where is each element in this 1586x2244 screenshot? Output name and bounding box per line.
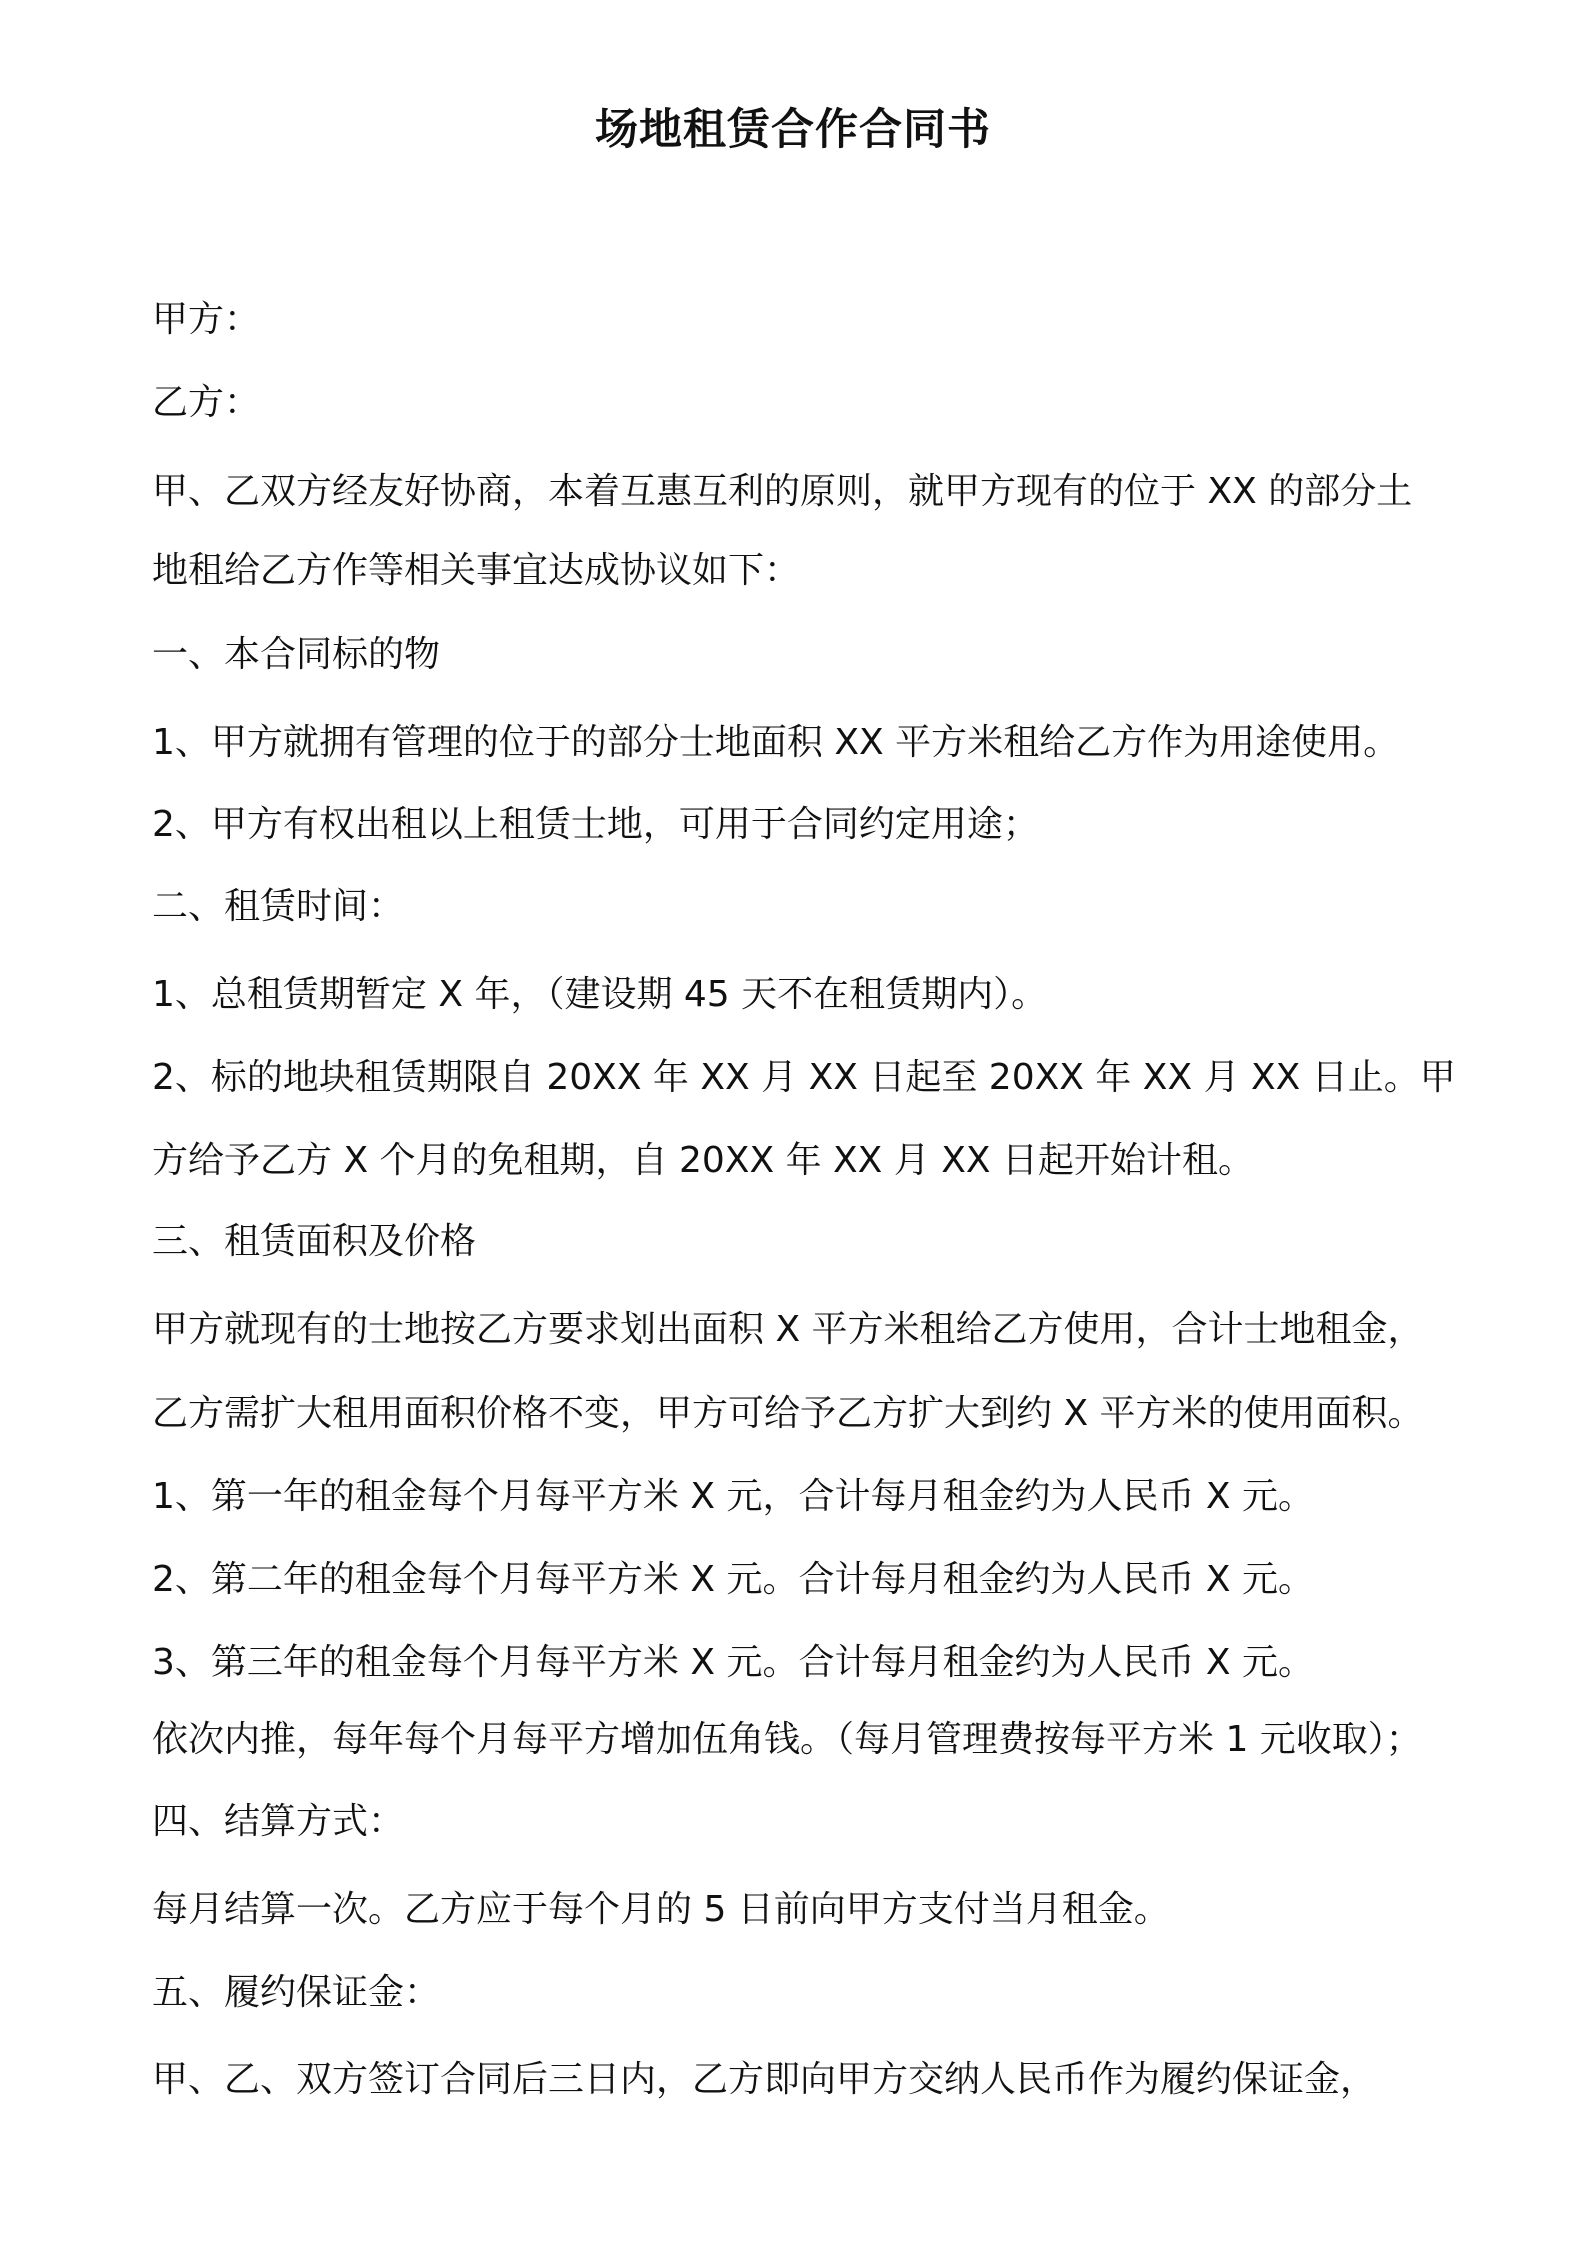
clause-2-2-line-1: 2、标的地块租赁期限自 20XX 年 XX 月 XX 日起至 20XX 年 XX 月 XX 日止。甲 <box>152 1057 1456 1098</box>
clause-3-1: 1、第一年的租金每个月每平方米 X 元，合计每月租金约为人民币 X 元。 <box>152 1476 1315 1517</box>
clause-2-2-line-2: 方给予乙方 X 个月的免租期，自 20XX 年 XX 月 XX 日起开始计租。 <box>152 1140 1254 1181</box>
clause-1-2: 2、甲方有权出租以上租赁士地，可用于合同约定用途； <box>152 804 1039 845</box>
document-title: 场地租赁合作合同书 <box>595 105 991 155</box>
preamble-line-1: 甲、乙双方经友好协商，本着互惠互利的原则，就甲方现有的位于 XX 的部分土 <box>152 471 1413 512</box>
section-heading-3: 三、租赁面积及价格 <box>152 1221 477 1262</box>
section-heading-1: 一、本合同标的物 <box>152 634 441 675</box>
rent-increase-line: 依次内推，每年每个月每平方增加伍角钱。（每月管理费按每平方米 1 元收取）； <box>152 1719 1422 1760</box>
area-price-line-2: 乙方需扩大租用面积价格不变，甲方可给予乙方扩大到约 X 平方米的使用面积。 <box>152 1393 1424 1434</box>
party-a-line: 甲方： <box>152 299 261 340</box>
section-heading-4: 四、结算方式： <box>152 1801 405 1842</box>
preamble-line-2: 地租给乙方作等相关事宜达成协议如下： <box>152 550 801 591</box>
settlement-line: 每月结算一次。乙方应于每个月的 5 日前向甲方支付当月租金。 <box>152 1889 1170 1930</box>
section-heading-2: 二、租赁时间： <box>152 886 405 927</box>
clause-3-3: 3、第三年的租金每个月每平方米 X 元。合计每月租金约为人民币 X 元。 <box>152 1642 1315 1683</box>
section-heading-5: 五、履约保证金： <box>152 1972 441 2013</box>
party-b-line: 乙方： <box>152 382 261 423</box>
clause-3-2: 2、第二年的租金每个月每平方米 X 元。合计每月租金约为人民币 X 元。 <box>152 1559 1315 1600</box>
clause-1-1: 1、甲方就拥有管理的位于的部分士地面积 XX 平方米租给乙方作为用途使用。 <box>152 722 1400 763</box>
area-price-line-1: 甲方就现有的士地按乙方要求划出面积 X 平方米租给乙方使用，合计士地租金， <box>152 1309 1424 1350</box>
clause-2-1: 1、总租赁期暂定 X 年，（建设期 45 天不在租赁期内）。 <box>152 974 1048 1015</box>
deposit-line: 甲、乙、双方签订合同后三日内，乙方即向甲方交纳人民币作为履约保证金， <box>152 2059 1377 2100</box>
